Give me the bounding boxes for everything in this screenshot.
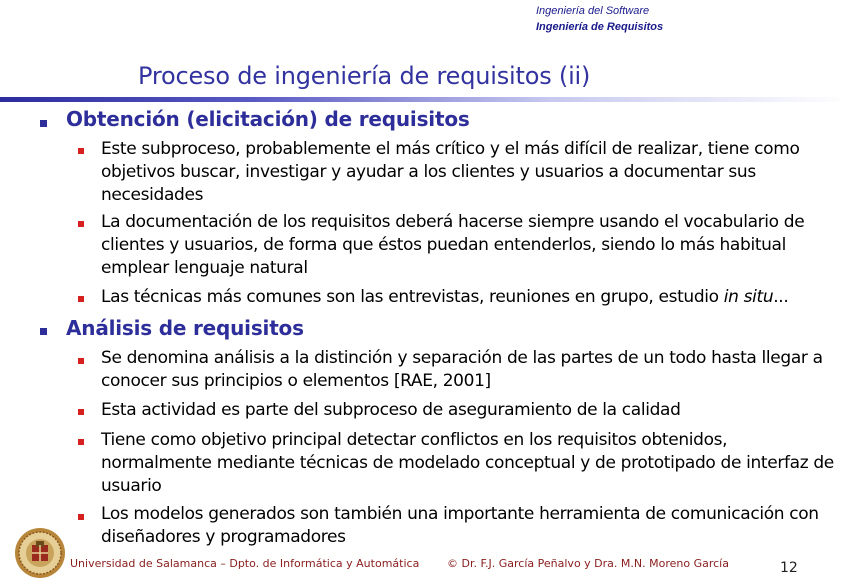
item-bullet <box>78 409 84 415</box>
university-seal-icon <box>14 527 66 579</box>
section-heading-obtencion: Obtención (elicitación) de requisitos <box>66 107 470 131</box>
course-name: Ingeniería del Software <box>536 5 650 17</box>
item-bullet <box>78 514 84 520</box>
item-bullet <box>78 439 84 445</box>
list-item: Los modelos generados son también una importante herramienta de comunicación con diseñadores y programadores <box>101 504 819 547</box>
course-header <box>536 3 663 35</box>
title-underline <box>0 97 848 102</box>
item-bullet <box>78 221 84 227</box>
list-item: Tiene como objetivo principal detectar conflictos en los requisitos obtenidos, normalmente mediante técnicas de modelado conceptual y de prototipado de interfaz de usuario <box>101 430 834 496</box>
footer-copyright: © Dr. F.J. García Peñalvo y Dra. M.N. Moreno García <box>447 557 729 570</box>
section-bullet <box>40 328 47 335</box>
list-item: Esta actividad es parte del subproceso de aseguramiento de la calidad <box>101 400 681 420</box>
list-item <box>101 286 841 309</box>
list-item: La documentación de los requisitos deberá hacerse siempre usando el vocabulario de clientes y usuarios, de forma que éstos puedan entenderlos, siendo lo más habitual emplear lenguaje natural <box>101 212 805 278</box>
item-bullet <box>78 296 84 302</box>
footer-university: Universidad de Salamanca – Dpto. de Informática y Automática <box>70 557 420 570</box>
item-bullet <box>78 358 84 364</box>
item-bullet <box>78 148 84 154</box>
section-bullet <box>40 120 47 127</box>
list-item-text: Las técnicas más comunes son las entrevistas, reuniones en grupo, estudio <box>101 287 724 307</box>
course-topic: Ingeniería de Requisitos <box>536 21 664 33</box>
list-item: Este subproceso, probablemente el más crítico y el más difícil de realizar, tiene como objetivos buscar, investigar y ayudar a los clientes y usuarios a documentar sus necesidades <box>101 139 800 205</box>
list-item-text-end: ... <box>773 287 789 307</box>
page-number: 12 <box>780 560 798 576</box>
list-item: Se denomina análisis a la distinción y separación de las partes de un todo hasta llegar a conocer sus principios o elementos [RAE, 2001] <box>101 348 823 391</box>
section-heading-analisis: Análisis de requisitos <box>66 316 304 340</box>
list-item-italic: in situ <box>723 287 774 307</box>
slide-title: Proceso de ingeniería de requisitos (ii) <box>138 62 591 90</box>
